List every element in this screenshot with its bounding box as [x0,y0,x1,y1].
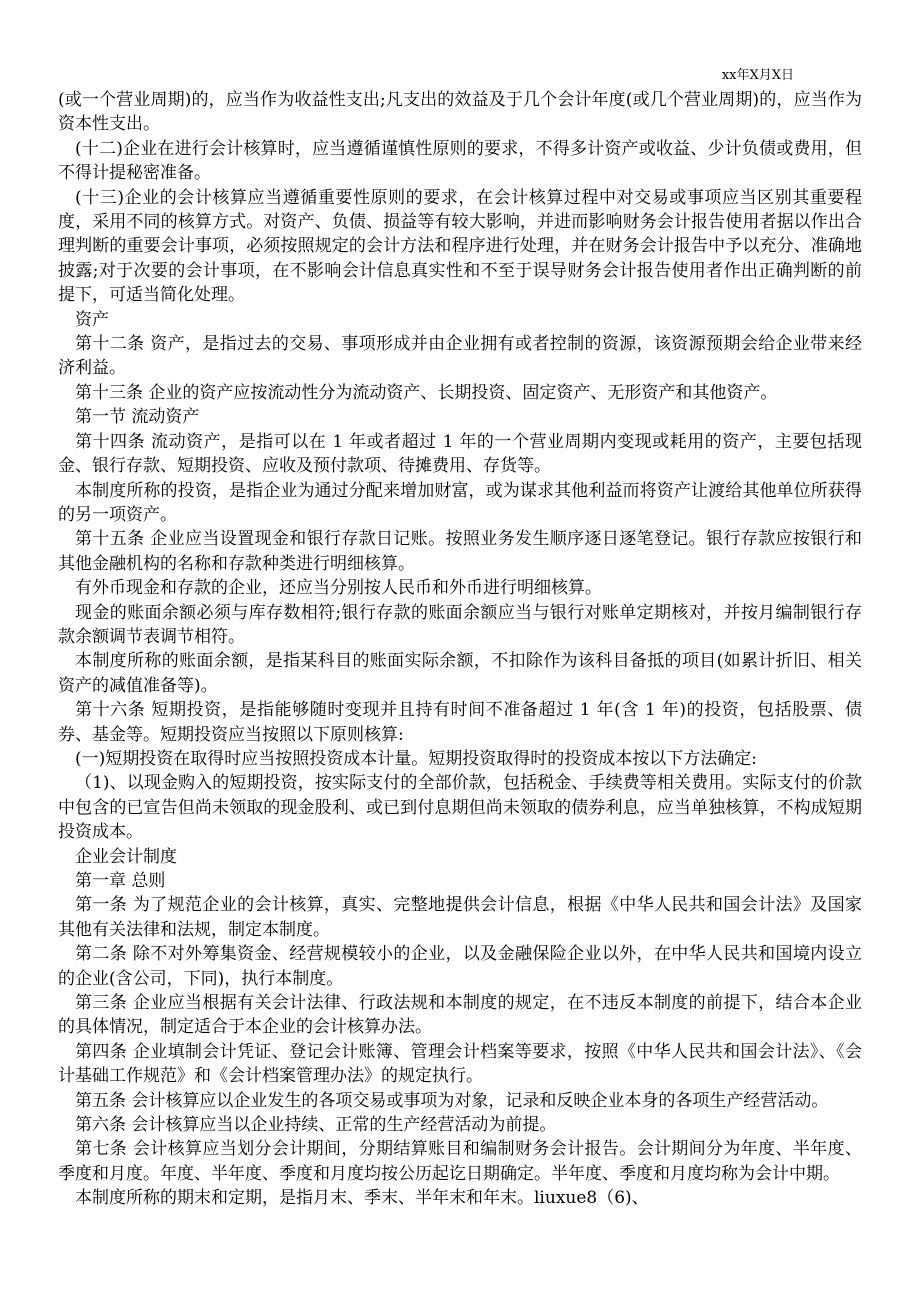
paragraph: 第十三条 企业的资产应按流动性分为流动资产、长期投资、固定资产、无形资产和其他资产。 [75,382,778,403]
paragraph: 第十四条 流动资产，是指可以在 1 年或者超过 1 年的一个营业周期内变现或耗用的资产，主要包括现金、银行存款、短期投资、应收及预付款项、待摊费用、存货等。 [58,431,862,477]
section-heading: 资产 [75,309,109,330]
section-heading: 企业会计制度 [75,846,177,867]
paragraph: 第二条 除不对外筹集资金、经营规模较小的企业，以及金融保险企业以外，在中华人民共和国境内设立的企业(含公司，下同)，执行本制度。 [58,944,862,989]
paragraph: 第四条 企业填制会计凭证、登记会计账簿、管理会计档案等要求，按照《中华人民共和国会计法》、《会计基础工作规范》和《会计档案管理办法》的规定执行。 [58,1041,862,1087]
paragraph: 有外币现金和存款的企业，还应当分别按人民币和外币进行明细核算。 [75,578,602,599]
section-heading: 第一节 流动资产 [75,407,200,428]
paragraph: 本制度所称的账面余额，是指某科目的账面实际余额，不扣除作为该科目备抵的项目(如累计折旧、相关资产的减值准备等)。 [58,651,862,696]
header-date: xx年X月X日 [721,68,794,83]
paragraph: (十三)企业的会计核算应当遵循重要性原则的要求，在会计核算过程中对交易或事项应当区别其重要程度，采用不同的核算方式。对资产、负债、损益等有较大影响，并进而影响财务会计报告使用者据以作出合理判断的重要会计事项，必须按照规定的会计方法和程序进行处理，并在财务会计报告中予以充分、准确地披露;对于次要的会计事项，在不影响会计信息真实性和不至于误导财务会计报告使用者作出正确判断的前提下，可适当简化处理。 [58,187,862,306]
paragraph: (十二)企业在进行会计核算时，应当遵循谨慎性原则的要求，不得多计资产或收益、少计负债或费用，但不得计提秘密准备。 [58,138,862,184]
paragraph: 现金的账面余额必须与库存数相符;银行存款的账面余额应当与银行对账单定期核对，并按月编制银行存款余额调节表调节相符。 [58,602,862,647]
paragraph: 第六条 会计核算应当以企业持续、正常的生产经营活动为前提。 [75,1115,557,1136]
paragraph: (或一个营业周期)的，应当作为收益性支出;凡支出的效益及于几个会计年度(或几个营业周期)的，应当作为资本性支出。 [58,90,862,135]
paragraph: 第五条 会计核算应以企业发生的各项交易或事项为对象，记录和反映企业本身的各项生产经营活动。 [75,1090,829,1111]
paragraph: 第十六条 短期投资，是指能够随时变现并且持有时间不准备超过 1 年(含 1 年)的投资，包括股票、债券、基金等。短期投资应当按照以下原则核算: [58,700,862,745]
paragraph: （1)、以现金购入的短期投资，按实际支付的全部价款，包括税金、手续费等相关费用。实际支付的价款中包含的已宣告但尚未领取的现金股利、或已到付息期但尚未领取的债券利息，应当单独核算，不构成短期投资成本。 [58,773,862,843]
section-heading: 第一章 总则 [75,871,166,891]
document-body [58,88,862,1211]
paragraph: 第七条 会计核算应当划分会计期间，分期结算账目和编制财务会计报告。会计期间分为年度、半年度、季度和月度。年度、半年度、季度和月度均按公历起讫日期确定。半年度、季度和月度均称为会计中期。 [58,1139,862,1184]
paragraph: (一)短期投资在取得时应当按照投资成本计量。短期投资取得时的投资成本按以下方法确定: [75,748,757,769]
paragraph: 第一条 为了规范企业的会计核算，真实、完整地提供会计信息，根据《中华人民共和国会计法》及国家其他有关法律和法规，制定本制度。 [58,895,862,940]
paragraph: 本制度所称的投资，是指企业为通过分配来增加财富，或为谋求其他利益而将资产让渡给其他单位所获得的另一项资产。 [58,480,862,525]
paragraph: 本制度所称的期末和定期，是指月末、季末、半年末和年末。liuxue8（6)、 [75,1188,649,1209]
paragraph: 第三条 企业应当根据有关会计法律、行政法规和本制度的规定，在不违反本制度的前提下，结合本企业的具体情况，制定适合于本企业的会计核算办法。 [58,993,862,1038]
paragraph: 第十五条 企业应当设置现金和银行存款日记账。按照业务发生顺序逐日逐笔登记。银行存款应按银行和其他金融机构的名称和存款种类进行明细核算。 [58,529,862,574]
paragraph: 第十二条 资产，是指过去的交易、事项形成并由企业拥有或者控制的资源，该资源预期会给企业带来经济利益。 [58,334,862,379]
